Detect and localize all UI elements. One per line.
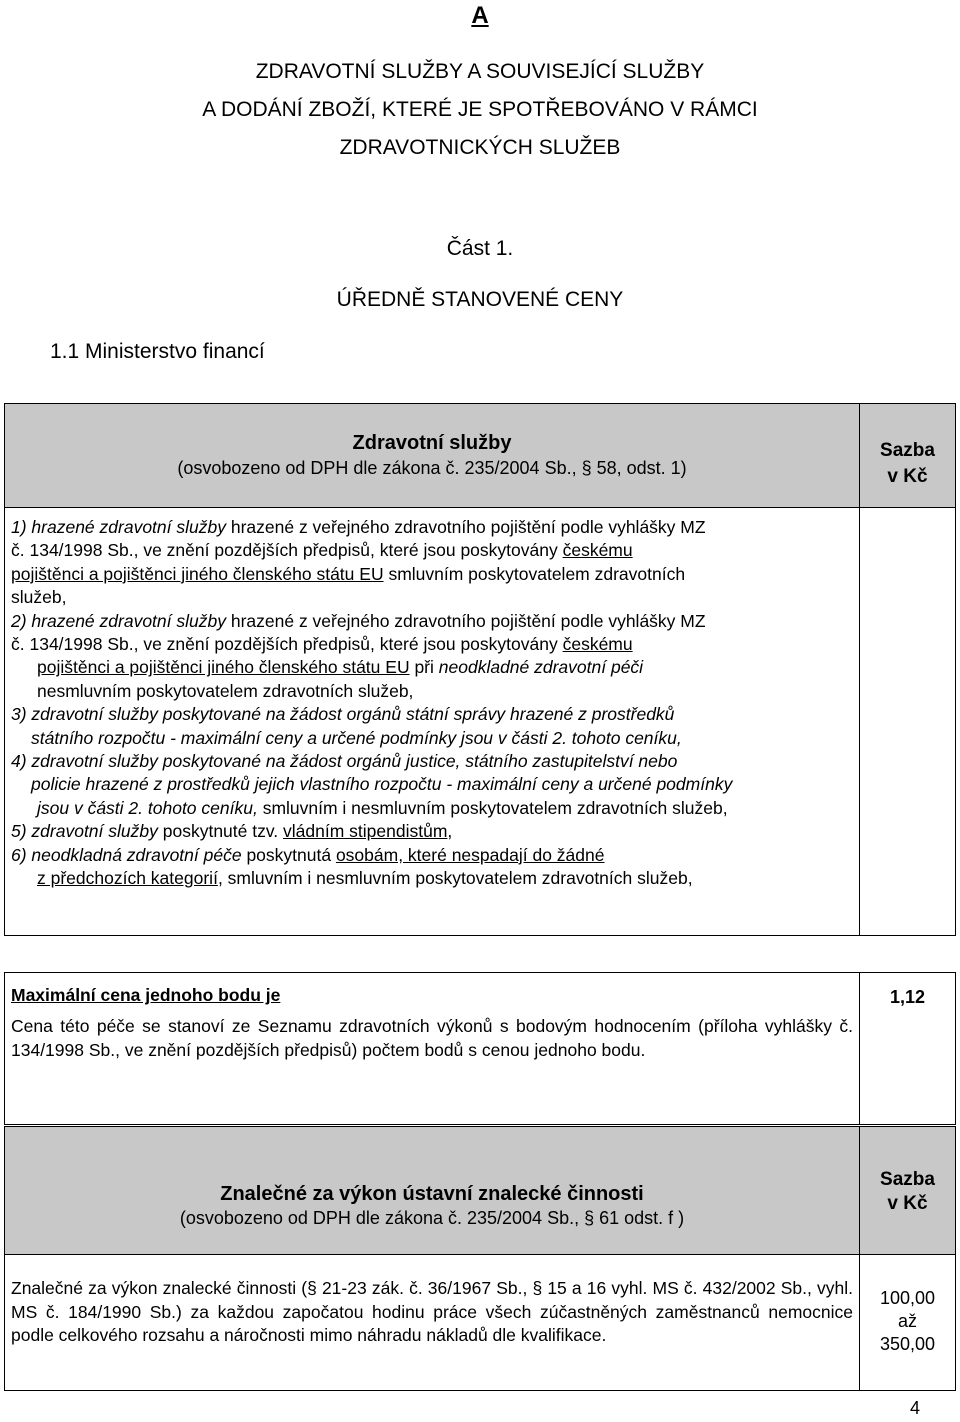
expert-fee-header-cell <box>5 1127 860 1255</box>
conditions-rate-cell <box>860 508 956 936</box>
expert-fee-value-min: 100,00 <box>879 1288 936 1308</box>
heading-line-1: ZDRAVOTNÍ SLUŽBY A SOUVISEJÍCÍ SLUŽBY <box>255 60 705 83</box>
condition-text: poskytnutá <box>241 844 336 865</box>
condition-text: 1) hrazené zdravotní služby <box>11 517 226 537</box>
max-price-title: Maximální cena jednoho bodu je <box>11 985 281 1005</box>
condition-text: českému <box>562 634 633 655</box>
condition-3 <box>11 703 859 726</box>
conditions-cell <box>5 508 860 936</box>
condition-text: při <box>409 657 439 678</box>
services-title: Zdravotní služby <box>352 432 512 454</box>
condition-text: hrazené z veřejného zdravotního pojištění podle vyhlášky MZ <box>225 610 706 631</box>
expert-fee-text: Znalečné za výkon znalecké činnosti (§ 21-23 zák. č. 36/1967 Sb., § 15 a 16 vyhl. MS č. 432/2002 Sb., vyhl. MS č. 184/1990 Sb.) za každou započatou hodinu práce všech zúčastněných zaměstnanců nemocnice podle celkového rozsahu a náročnosti mimo náhradu nákladů dle kvalifikace. <box>11 1278 853 1345</box>
condition-text: č. 134/1998 Sb., ve znění pozdějších předpisů, které jsou poskytovány <box>11 634 563 655</box>
conditions-list <box>5 508 859 891</box>
rate-label: Sazba <box>880 440 935 461</box>
condition-2 <box>11 610 859 633</box>
part-title: ÚŘEDNĚ STANOVENÉ CENY <box>336 288 624 311</box>
condition-text: č. 134/1998 Sb., ve znění pozdějších předpisů, které jsou poskytovány <box>11 540 563 561</box>
condition-4-line-3 <box>11 797 859 820</box>
condition-1-line-3 <box>11 563 859 586</box>
condition-text: státního rozpočtu - maximální ceny a určené podmínky jsou v části 2. tohoto ceníku, <box>31 727 682 748</box>
condition-1-line-2 <box>11 539 859 562</box>
heading-line-2: A DODÁNÍ ZBOŽÍ, KTERÉ JE SPOTŘEBOVÁNO V RÁMCI <box>202 98 758 121</box>
expert-rate-label: Sazba <box>880 1169 935 1190</box>
max-price-cell <box>5 973 860 1125</box>
expert-fee-title: Znalečné za výkon ústavní znalecké činnosti <box>220 1183 644 1205</box>
max-price-value-cell <box>860 973 956 1125</box>
part-label: Část 1. <box>446 237 514 260</box>
condition-text: poskytnuté tzv. <box>157 821 284 842</box>
max-price-table <box>4 972 956 1125</box>
services-table <box>4 403 956 936</box>
condition-text: pojištěnci a pojištěnci jiného členského státu EU <box>11 563 384 584</box>
condition-text: 6) neodkladná zdravotní péče <box>11 844 242 865</box>
condition-text: jsou v části 2. tohoto ceníku, <box>37 797 258 818</box>
max-price-text: Cena této péče se stanoví ze Seznamu zdravotních výkonů s bodovým hodnocením (příloha vyhlášky č. 134/1998 Sb., ve znění pozdějších předpisů) počtem bodů s cenou jednoho bodu. <box>11 1016 853 1060</box>
rate-unit: v Kč <box>887 466 928 487</box>
expert-fee-table <box>4 1126 956 1391</box>
ministry-heading: 1.1 Ministerstvo financí <box>50 340 265 363</box>
condition-text: 4) zdravotní služby poskytované na žádost orgánů justice, státního zastupitelství nebo <box>11 751 678 772</box>
condition-text: z předchozích kategorií <box>37 868 218 889</box>
condition-text: osobám, které nespadají do žádné <box>335 844 605 865</box>
expert-rate-header-cell <box>860 1127 956 1255</box>
rate-header-cell <box>860 404 956 508</box>
heading-line-3: ZDRAVOTNICKÝCH SLUŽEB <box>339 136 621 159</box>
condition-text: neodkladné zdravotní péči <box>438 657 644 678</box>
condition-text: policie hrazené z prostředků jejich vlastního rozpočtu - maximální ceny a určené podmínky <box>31 774 733 795</box>
condition-5 <box>11 820 859 843</box>
condition-text: 5) zdravotní služby <box>11 821 158 842</box>
condition-4-line-2 <box>11 773 859 796</box>
condition-2-line-4 <box>11 680 859 703</box>
expert-fee-value-cell <box>860 1255 956 1391</box>
max-price-value: 1,12 <box>889 987 926 1007</box>
condition-text: služeb, <box>11 587 67 608</box>
condition-text: , <box>447 821 453 842</box>
expert-fee-value-max: 350,00 <box>879 1334 936 1354</box>
condition-6 <box>11 844 859 867</box>
condition-text: pojištěnci a pojištěnci jiného členského státu EU <box>37 657 410 678</box>
condition-2-line-2 <box>11 633 859 656</box>
annex-letter: A <box>471 2 489 29</box>
condition-text: českému <box>562 540 633 561</box>
expert-fee-text-cell <box>5 1255 860 1391</box>
condition-3-line-2 <box>11 727 859 750</box>
expert-rate-unit: v Kč <box>887 1193 928 1214</box>
services-header-cell <box>5 404 860 508</box>
expert-fee-value-sep: až <box>897 1311 917 1331</box>
condition-text: 2) hrazené zdravotní služby <box>11 610 226 631</box>
page-number: 4 <box>909 1398 920 1418</box>
condition-2-line-3 <box>11 656 859 679</box>
condition-text: , smluvním i nesmluvním poskytovatelem zdravotních služeb, <box>217 868 693 889</box>
condition-4 <box>11 750 859 773</box>
condition-1-line-4 <box>11 586 859 609</box>
condition-6-line-2 <box>11 867 859 890</box>
condition-text: smluvním poskytovatelem zdravotních <box>383 563 686 584</box>
condition-text: smluvním i nesmluvním poskytovatelem zdravotních služeb, <box>257 797 728 818</box>
expert-fee-subtitle: (osvobozeno od DPH dle zákona č. 235/2004 Sb., § 61 odst. f ) <box>179 1208 685 1228</box>
condition-text: nesmluvním poskytovatelem zdravotních služeb, <box>37 680 414 701</box>
services-subtitle: (osvobozeno od DPH dle zákona č. 235/2004 Sb., § 58, odst. 1) <box>177 458 687 478</box>
condition-text: 3) zdravotní služby poskytované na žádost orgánů státní správy hrazené z prostředků <box>11 704 675 725</box>
condition-text: hrazené z veřejného zdravotního pojištění podle vyhlášky MZ <box>225 517 706 537</box>
condition-text: vládním stipendistům <box>283 821 448 842</box>
condition-1 <box>11 516 859 539</box>
